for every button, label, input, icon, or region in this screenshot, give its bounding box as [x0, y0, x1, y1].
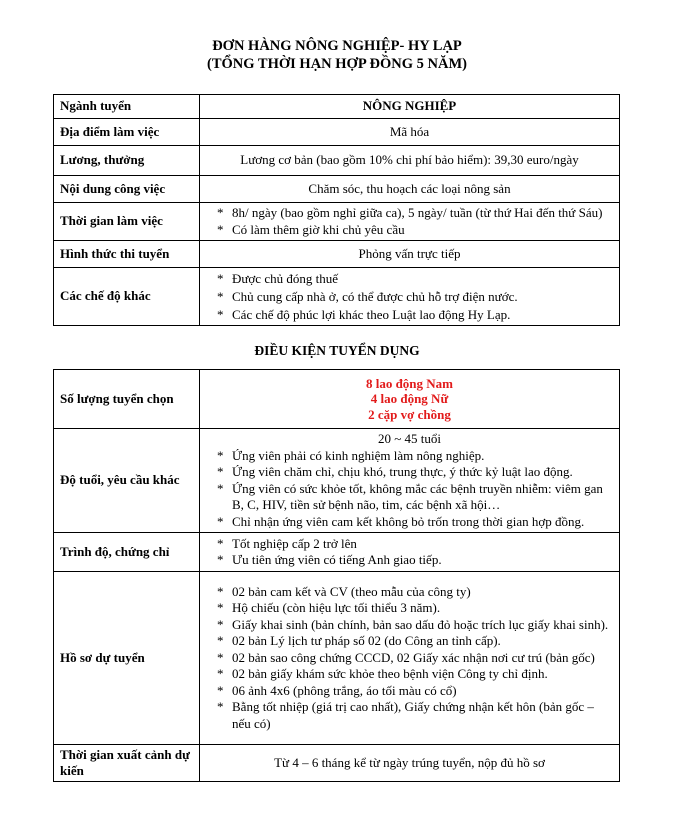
chedo-value — [200, 268, 620, 326]
diadiem-label: Địa điểm làm việc — [54, 119, 200, 146]
list-item: * 02 bản sao công chứng CCCD, 02 Giấy xác nhận nơi cư trú (bản gốc) — [206, 650, 613, 667]
table-row — [54, 745, 620, 782]
list-item: * Ứng viên chăm chỉ, chịu khó, trung thực, ý thức kỷ luật lao động. — [206, 464, 613, 481]
list-item: * Chủ cung cấp nhà ở, có thể được chủ hỗ trợ điện nước. — [206, 288, 613, 306]
document-title: ĐƠN HÀNG NÔNG NGHIỆP- HY LẠP — [212, 38, 462, 54]
list-item: * Các chế độ phúc lợi khác theo Luật lao động Hy Lạp. — [206, 306, 613, 324]
job-info-table — [53, 94, 620, 326]
list-item: * Bằng tốt nhiệp (giá trị cao nhất), Giấy chứng nhận kết hôn (bản gốc – nếu có) — [206, 699, 613, 732]
list-item: * 06 ảnh 4x6 (phông trắng, áo tối màu có cổ) — [206, 683, 613, 700]
list-item: * Được chủ đóng thuế — [206, 270, 613, 288]
table-row — [54, 429, 620, 533]
diadiem-value: Mã hóa — [200, 119, 620, 146]
noidung-label: Nội dung công việc — [54, 176, 200, 203]
soluong-vochong: 2 cặp vợ chồng — [368, 406, 451, 422]
table-row — [54, 572, 620, 745]
hoso-value — [200, 572, 620, 745]
nganh-label: Ngành tuyển — [54, 95, 200, 119]
table-row — [54, 119, 620, 146]
requirements-table — [53, 369, 620, 782]
dotuoi-list — [206, 448, 613, 531]
trinhdo-value — [200, 533, 620, 572]
list-item: * Tốt nghiệp cấp 2 trở lên — [206, 536, 613, 553]
chedo-list — [206, 270, 613, 324]
section-title: ĐIỀU KIỆN TUYỂN DỤNG — [254, 343, 420, 358]
table-row — [54, 176, 620, 203]
xuatcanh-value: Từ 4 – 6 tháng kể từ ngày trúng tuyển, nộp đủ hồ sơ — [200, 745, 620, 782]
luong-value: Lương cơ bản (bao gồm 10% chi phí bảo hiểm): 39,30 euro/ngày — [200, 146, 620, 176]
table-row — [54, 268, 620, 326]
noidung-value: Chăm sóc, thu hoạch các loại nông sản — [200, 176, 620, 203]
table-row — [54, 241, 620, 268]
list-item: * 02 bản cam kết và CV (theo mẫu của công ty) — [206, 584, 613, 601]
list-item: * 02 bản giấy khám sức khỏe theo bệnh viện Công ty chỉ định. — [206, 666, 613, 683]
list-item: * Ứng viên có sức khỏe tốt, không mắc các bệnh truyền nhiễm: viêm gan B, C, HIV, tiền sử bệnh não, tim, các bệnh xã hội… — [206, 481, 613, 514]
thoigian-list — [206, 205, 613, 238]
list-item: * 02 bản Lý lịch tư pháp số 02 (do Công an tỉnh cấp). — [206, 633, 613, 650]
list-item: * Chỉ nhận ứng viên cam kết không bỏ trốn trong thời gian hợp đồng. — [206, 514, 613, 531]
table-row — [54, 533, 620, 572]
document-subtitle: (TỔNG THỜI HẠN HỢP ĐỒNG 5 NĂM) — [207, 56, 467, 72]
trinhdo-label: Trình độ, chứng chỉ — [54, 533, 200, 572]
hinhthuc-label: Hình thức thi tuyển — [54, 241, 200, 268]
thoigian-value — [200, 203, 620, 241]
trinhdo-list — [206, 536, 613, 569]
soluong-nam: 8 lao động Nam — [365, 375, 454, 391]
luong-label: Lương, thưởng — [54, 146, 200, 176]
hoso-list — [206, 584, 613, 733]
hoso-label: Hồ sơ dự tuyển — [54, 572, 200, 745]
nganh-value: NÔNG NGHIỆP — [200, 95, 620, 119]
soluong-value — [200, 370, 620, 429]
list-item: * Ứng viên phải có kinh nghiệm làm nông nghiệp. — [206, 448, 613, 465]
table-row — [54, 146, 620, 176]
list-item: * Ưu tiên ứng viên có tiếng Anh giao tiếp. — [206, 552, 613, 569]
xuatcanh-label: Thời gian xuất cảnh dự kiến — [54, 745, 200, 782]
table-row — [54, 95, 620, 119]
dotuoi-label: Độ tuổi, yêu cầu khác — [54, 429, 200, 533]
hinhthuc-value: Phỏng vấn trực tiếp — [200, 241, 620, 268]
list-item: * Có làm thêm giờ khi chủ yêu cầu — [206, 222, 613, 239]
chedo-label: Các chế độ khác — [54, 268, 200, 326]
list-item: * 8h/ ngày (bao gồm nghỉ giữa ca), 5 ngày/ tuần (từ thứ Hai đến thứ Sáu) — [206, 205, 613, 222]
soluong-nu: 4 lao động Nữ — [370, 391, 449, 407]
table-row — [54, 370, 620, 429]
table-row — [54, 203, 620, 241]
dotuoi-age: 20 ~ 45 tuổi — [377, 431, 441, 446]
list-item: * Giấy khai sinh (bản chính, bản sao dấu đỏ hoặc trích lục giấy khai sinh). — [206, 617, 613, 634]
list-item: * Hộ chiếu (còn hiệu lực tối thiểu 3 năm). — [206, 600, 613, 617]
thoigian-label: Thời gian làm việc — [54, 203, 200, 241]
dotuoi-value — [200, 429, 620, 533]
soluong-label: Số lượng tuyển chọn — [54, 370, 200, 429]
